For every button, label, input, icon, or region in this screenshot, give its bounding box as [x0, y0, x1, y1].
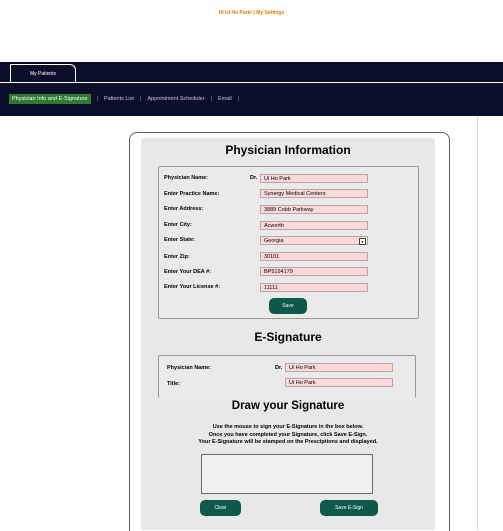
- esign-physician-name-prefix: Dr.: [275, 365, 283, 371]
- clear-button[interactable]: Clear: [200, 500, 241, 516]
- state-select[interactable]: [260, 236, 368, 245]
- draw-signature-title: Draw your Signature: [231, 400, 345, 412]
- license-input[interactable]: 11111: [260, 283, 368, 292]
- chevron-down-icon[interactable]: ▾: [359, 238, 366, 245]
- physician-name-prefix: Dr.: [250, 175, 258, 181]
- instruction-line-3: Your E-Signature will be stamped on the Presciptions and displayed.: [198, 439, 378, 445]
- esignature-title: E-Signature: [254, 330, 322, 344]
- esignature-form: [158, 355, 416, 398]
- zip-label: Enter Zip:: [164, 254, 190, 260]
- address-input[interactable]: 3889 Cobb Parkway: [260, 205, 368, 214]
- scrollbar-edge: [477, 116, 478, 530]
- esign-title-input[interactable]: Ui Ho Park: [285, 378, 393, 387]
- sub-navigation: [9, 93, 245, 104]
- address-label: Enter Address:: [164, 206, 204, 212]
- zip-input[interactable]: 30101: [260, 252, 368, 261]
- dea-label: Enter Your DEA #:: [164, 269, 211, 275]
- physician-info-title: Physician Information: [225, 143, 351, 157]
- esign-physician-name-input[interactable]: Ui Ho Park: [285, 363, 393, 372]
- city-label: Enter City:: [164, 222, 192, 228]
- instruction-line-1: Use the mouse to sign your E-Signature in the box below.: [212, 424, 364, 430]
- physician-name-label: Physician Name:: [164, 175, 209, 181]
- nav-appointment-scheduler[interactable]: Appointment Scheduler: [147, 95, 205, 102]
- city-input[interactable]: Acworth: [260, 221, 368, 230]
- physician-name-input[interactable]: Ui Ho Park: [260, 174, 368, 183]
- nav-patients-list[interactable]: Patients List: [103, 95, 134, 102]
- signature-instructions: [141, 424, 435, 447]
- nav-separator: |: [237, 95, 240, 102]
- esign-physician-name-label: Physician Name:: [167, 365, 212, 371]
- signature-canvas[interactable]: [201, 454, 373, 494]
- nav-separator: |: [139, 95, 142, 102]
- tab-my-patients[interactable]: My Patients: [10, 64, 76, 83]
- dea-input[interactable]: BP5194179: [260, 267, 368, 276]
- practice-name-input[interactable]: Synergy Medical Centers: [260, 189, 368, 198]
- nav-physician-info[interactable]: Physician Info and E-Signature: [9, 94, 91, 104]
- nav-email[interactable]: Email: [218, 95, 232, 102]
- state-label: Enter State:: [164, 237, 195, 243]
- nav-separator: |: [96, 95, 98, 102]
- save-esign-button[interactable]: Save E-Sign: [320, 500, 378, 516]
- esign-title-label: Title:: [167, 381, 181, 387]
- instruction-line-2: Once you have completed your Signature, click Save E-Sign.: [208, 431, 368, 438]
- license-label: Enter Your License #:: [164, 284, 221, 290]
- tab-divider: [0, 82, 503, 83]
- practice-name-label: Enter Practice Name:: [164, 191, 220, 197]
- state-selected-value: Georgia: [264, 238, 284, 244]
- header-greeting[interactable]: Hi Ui Ho Park! | My Settings: [218, 10, 285, 16]
- save-button[interactable]: Save: [269, 298, 307, 314]
- nav-separator: |: [210, 95, 212, 102]
